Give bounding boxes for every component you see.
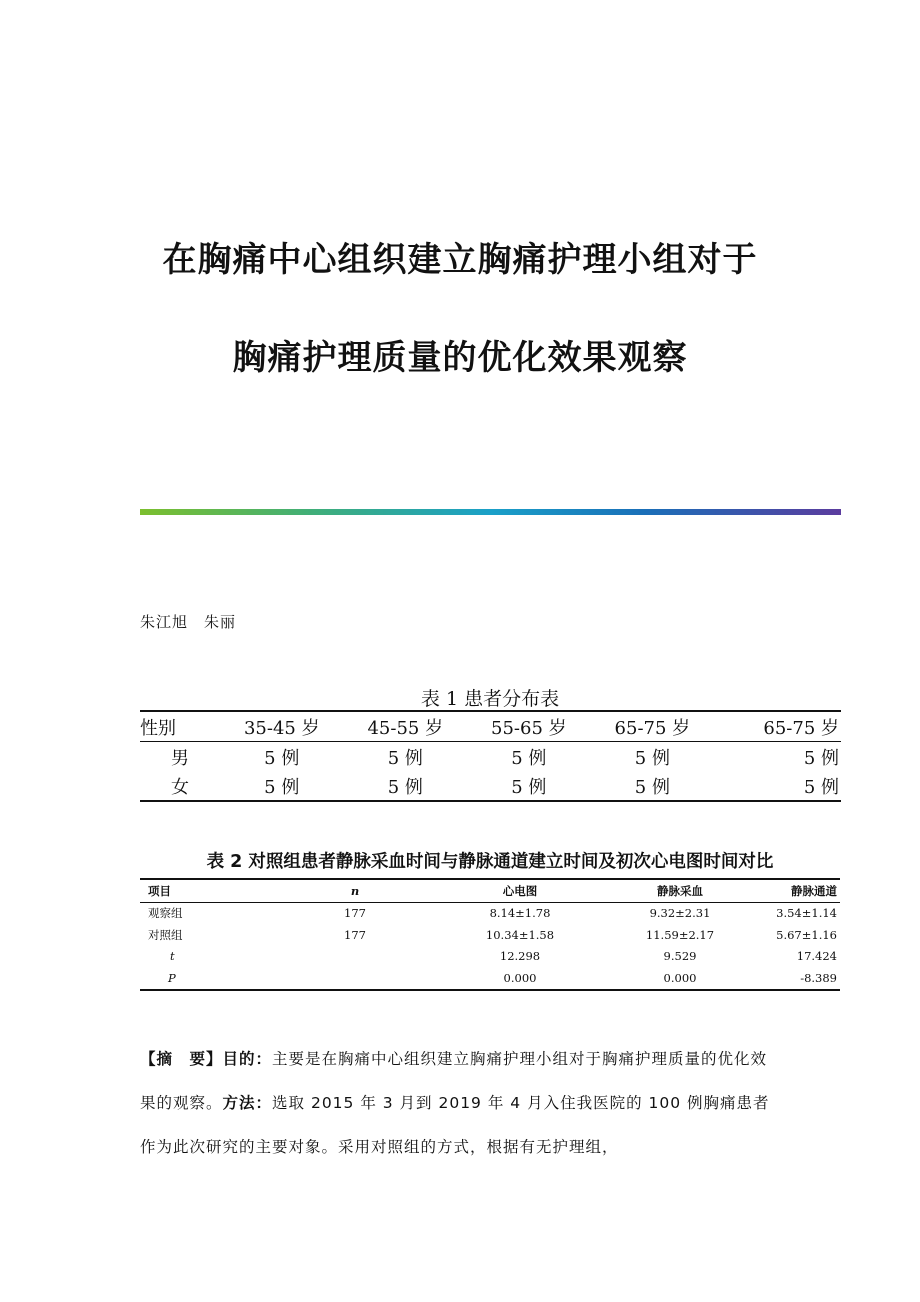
- table-row: [140, 967, 840, 990]
- table-row: [140, 946, 840, 968]
- gradient-divider: [140, 509, 841, 515]
- table-header-cell: 性别: [140, 717, 176, 739]
- table-cell: 5 例: [511, 747, 547, 769]
- table-header-cell: n: [350, 883, 360, 898]
- table-cell: 9.529: [663, 949, 697, 964]
- table-cell: 5 例: [511, 776, 547, 798]
- table-cell: 177: [344, 906, 366, 921]
- table-cell: 5 例: [803, 747, 839, 769]
- abstract-paragraph: [140, 1037, 780, 1169]
- paper-title-line-1: 在胸痛中心组织建立胸痛护理小组对于: [162, 240, 758, 280]
- table2-caption: 表 2 对照组患者静脉采血时间与静脉通道建立时间及初次心电图时间对比: [206, 852, 774, 872]
- table-cell: 5 例: [634, 776, 670, 798]
- table-cell: 对照组: [148, 927, 183, 942]
- table-cell: 5.67±1.16: [776, 927, 837, 942]
- table-cell: 3.54±1.14: [776, 906, 837, 921]
- table-cell: 17.424: [796, 949, 837, 964]
- patient-distribution-table: [140, 710, 841, 802]
- table-row: [140, 924, 840, 946]
- table-cell: t: [170, 949, 175, 964]
- author-list: 朱江旭 朱丽: [140, 613, 237, 631]
- table-header-row: [140, 879, 840, 902]
- table-header-cell: 65-75 岁: [614, 717, 691, 739]
- table-row: [140, 902, 840, 924]
- table-cell: 男: [171, 747, 189, 769]
- table-cell: 10.34±1.58: [485, 927, 555, 942]
- table-cell: 女: [171, 776, 189, 798]
- table-cell: 11.59±2.17: [645, 927, 715, 942]
- aim-text: 主要是在胸痛中心组织建立胸痛护理小组对于胸痛护理质量的优化效果的观察。: [140, 1050, 768, 1112]
- table-cell: 5 例: [264, 776, 300, 798]
- table-cell: 5 例: [387, 747, 423, 769]
- table-row: [140, 742, 841, 772]
- table-header-cell: 45-55 岁: [367, 717, 444, 739]
- table-header-cell: 55-65 岁: [491, 717, 567, 739]
- table-header-row: [140, 711, 841, 742]
- table1-caption: 表 1 患者分布表: [420, 688, 560, 710]
- table-header-cell: 35-45 岁: [243, 717, 320, 739]
- table-cell: 5 例: [803, 776, 839, 798]
- table-cell: 177: [344, 927, 366, 942]
- table-cell: P: [168, 970, 176, 985]
- table-cell: 5 例: [387, 776, 423, 798]
- table-row: [140, 771, 841, 801]
- table-cell: -8.389: [800, 970, 837, 985]
- table-cell: 5 例: [264, 747, 300, 769]
- table-header-cell: 项目: [148, 883, 171, 898]
- table-cell: 0.000: [663, 970, 697, 985]
- table-header-cell: 静脉通道: [791, 883, 837, 898]
- table-cell: [270, 967, 440, 990]
- abstract-label: 【摘 要】: [140, 1050, 223, 1068]
- method-label: 方法：: [222, 1094, 273, 1112]
- table-cell: 9.32±2.31: [649, 906, 711, 921]
- table-cell: 12.298: [499, 949, 541, 964]
- table-cell: 8.14±1.78: [489, 906, 551, 921]
- aim-label: 目的：: [222, 1050, 273, 1068]
- method-text: 选取 2015 年 3 月到 2019 年 4 月入住我医院的 100 例胸痛患者作为此次研究的主要对象。采用对照组的方式，根据有无护理组，: [140, 1094, 770, 1156]
- table-header-cell: 心电图: [502, 883, 538, 898]
- table-cell: 观察组: [148, 906, 183, 921]
- table-cell: [270, 946, 440, 968]
- table-cell: 5 例: [634, 747, 670, 769]
- paper-title-line-2: 胸痛护理质量的优化效果观察: [232, 338, 688, 378]
- time-comparison-table: [140, 878, 840, 991]
- table-header-cell: 静脉采血: [657, 883, 703, 898]
- table-header-cell: 65-75 岁: [763, 717, 839, 739]
- table-cell: 0.000: [503, 970, 537, 985]
